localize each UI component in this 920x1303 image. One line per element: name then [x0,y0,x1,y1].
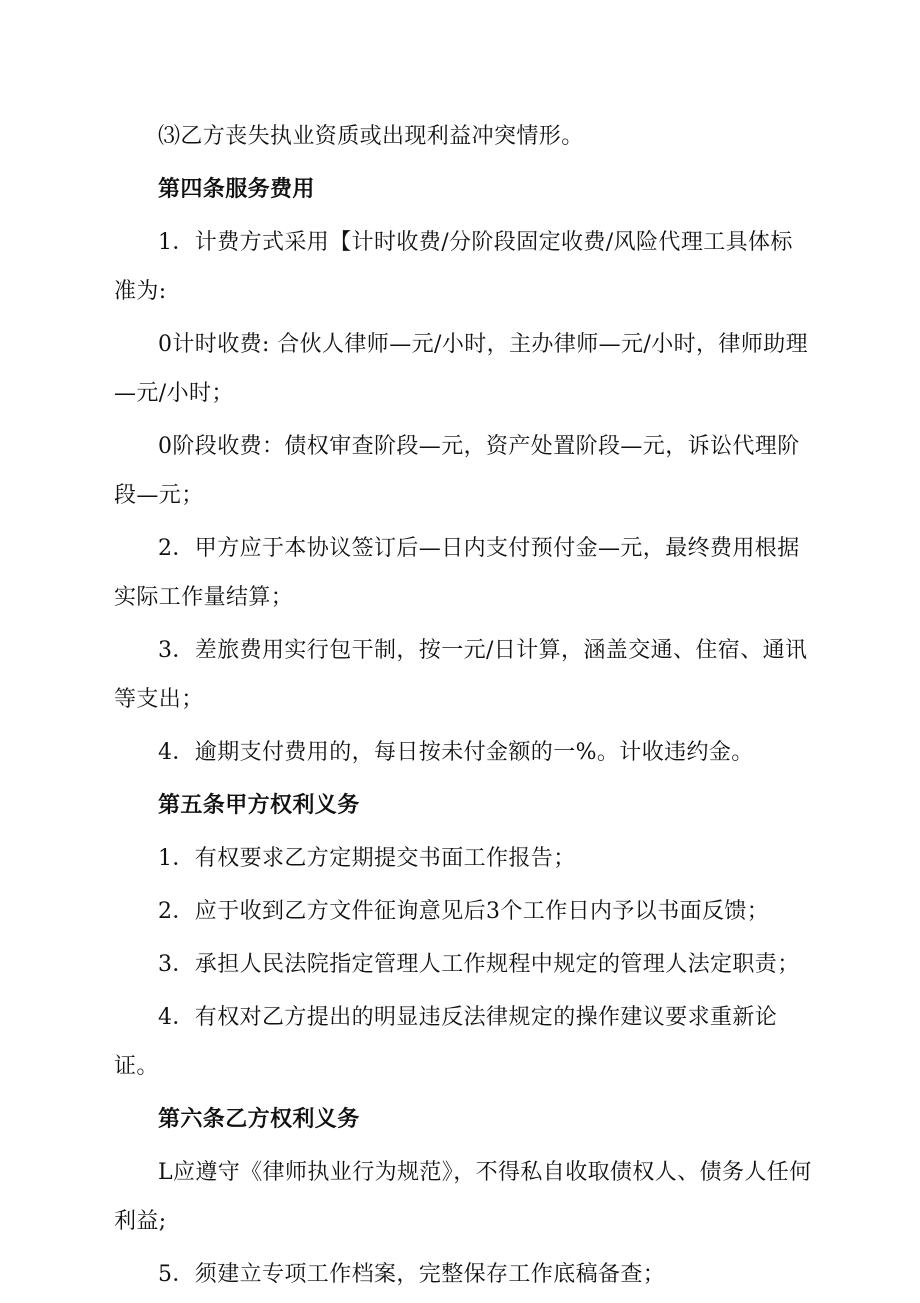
article-5-item-2: 2．应于收到乙方文件征询意见后3个工作日内予以书面反馈； [158,899,770,924]
article-6-heading: 第六条乙方权利义务 [158,1107,360,1132]
article-5-item-1: 1．有权要求乙方定期提交书面工作报告； [158,846,576,871]
article-4-heading: 第四条服务费用 [158,177,315,202]
article-5-item-4: 4．有权对乙方提出的明显违反法律规定的操作建议要求重新论证。 [114,1005,778,1079]
article-4-item-3: 3．差旅费用实行包干制，按一元/日计算，涵盖交通、住宿、通讯等支出； [114,638,808,712]
article-4-item-4: 4．逾期支付费用的，每日按未付金额的一%。计收违约金。 [158,740,754,765]
document-body [114,112,814,1303]
article-6-item-5: 5．须建立专项工作档案，完整保存工作底稿备查； [158,1262,666,1287]
article-4-hourly-fee: 0计时收费: 合伙人律师—元/小时，主办律师—元/小时，律师助理—元/小时； [114,332,809,406]
article-5-heading: 第五条甲方权利义务 [158,793,360,818]
article-4-stage-fee: 0阶段收费：债权审查阶段—元，资产处置阶段—元，诉讼代理阶段—元； [114,434,800,508]
article-6-item-1: L应遵守《律师执业行为规范》，不得私自收取债权人、债务人任何利益; [114,1160,812,1234]
article-4-item-2: 2．甲方应于本协议签订后—日内支付预付金—元，最终费用根据实际工作量结算； [114,536,800,610]
clause-3-item-3: ⑶乙方丧失执业资质或出现利益冲突情形。 [158,124,584,149]
article-5-item-3: 3．承担人民法院指定管理人工作规程中规定的管理人法定职责； [158,952,800,977]
article-4-item-1: 1．计费方式采用【计时收费/分阶段固定收费/风险代理工具体标准为: [114,230,793,304]
